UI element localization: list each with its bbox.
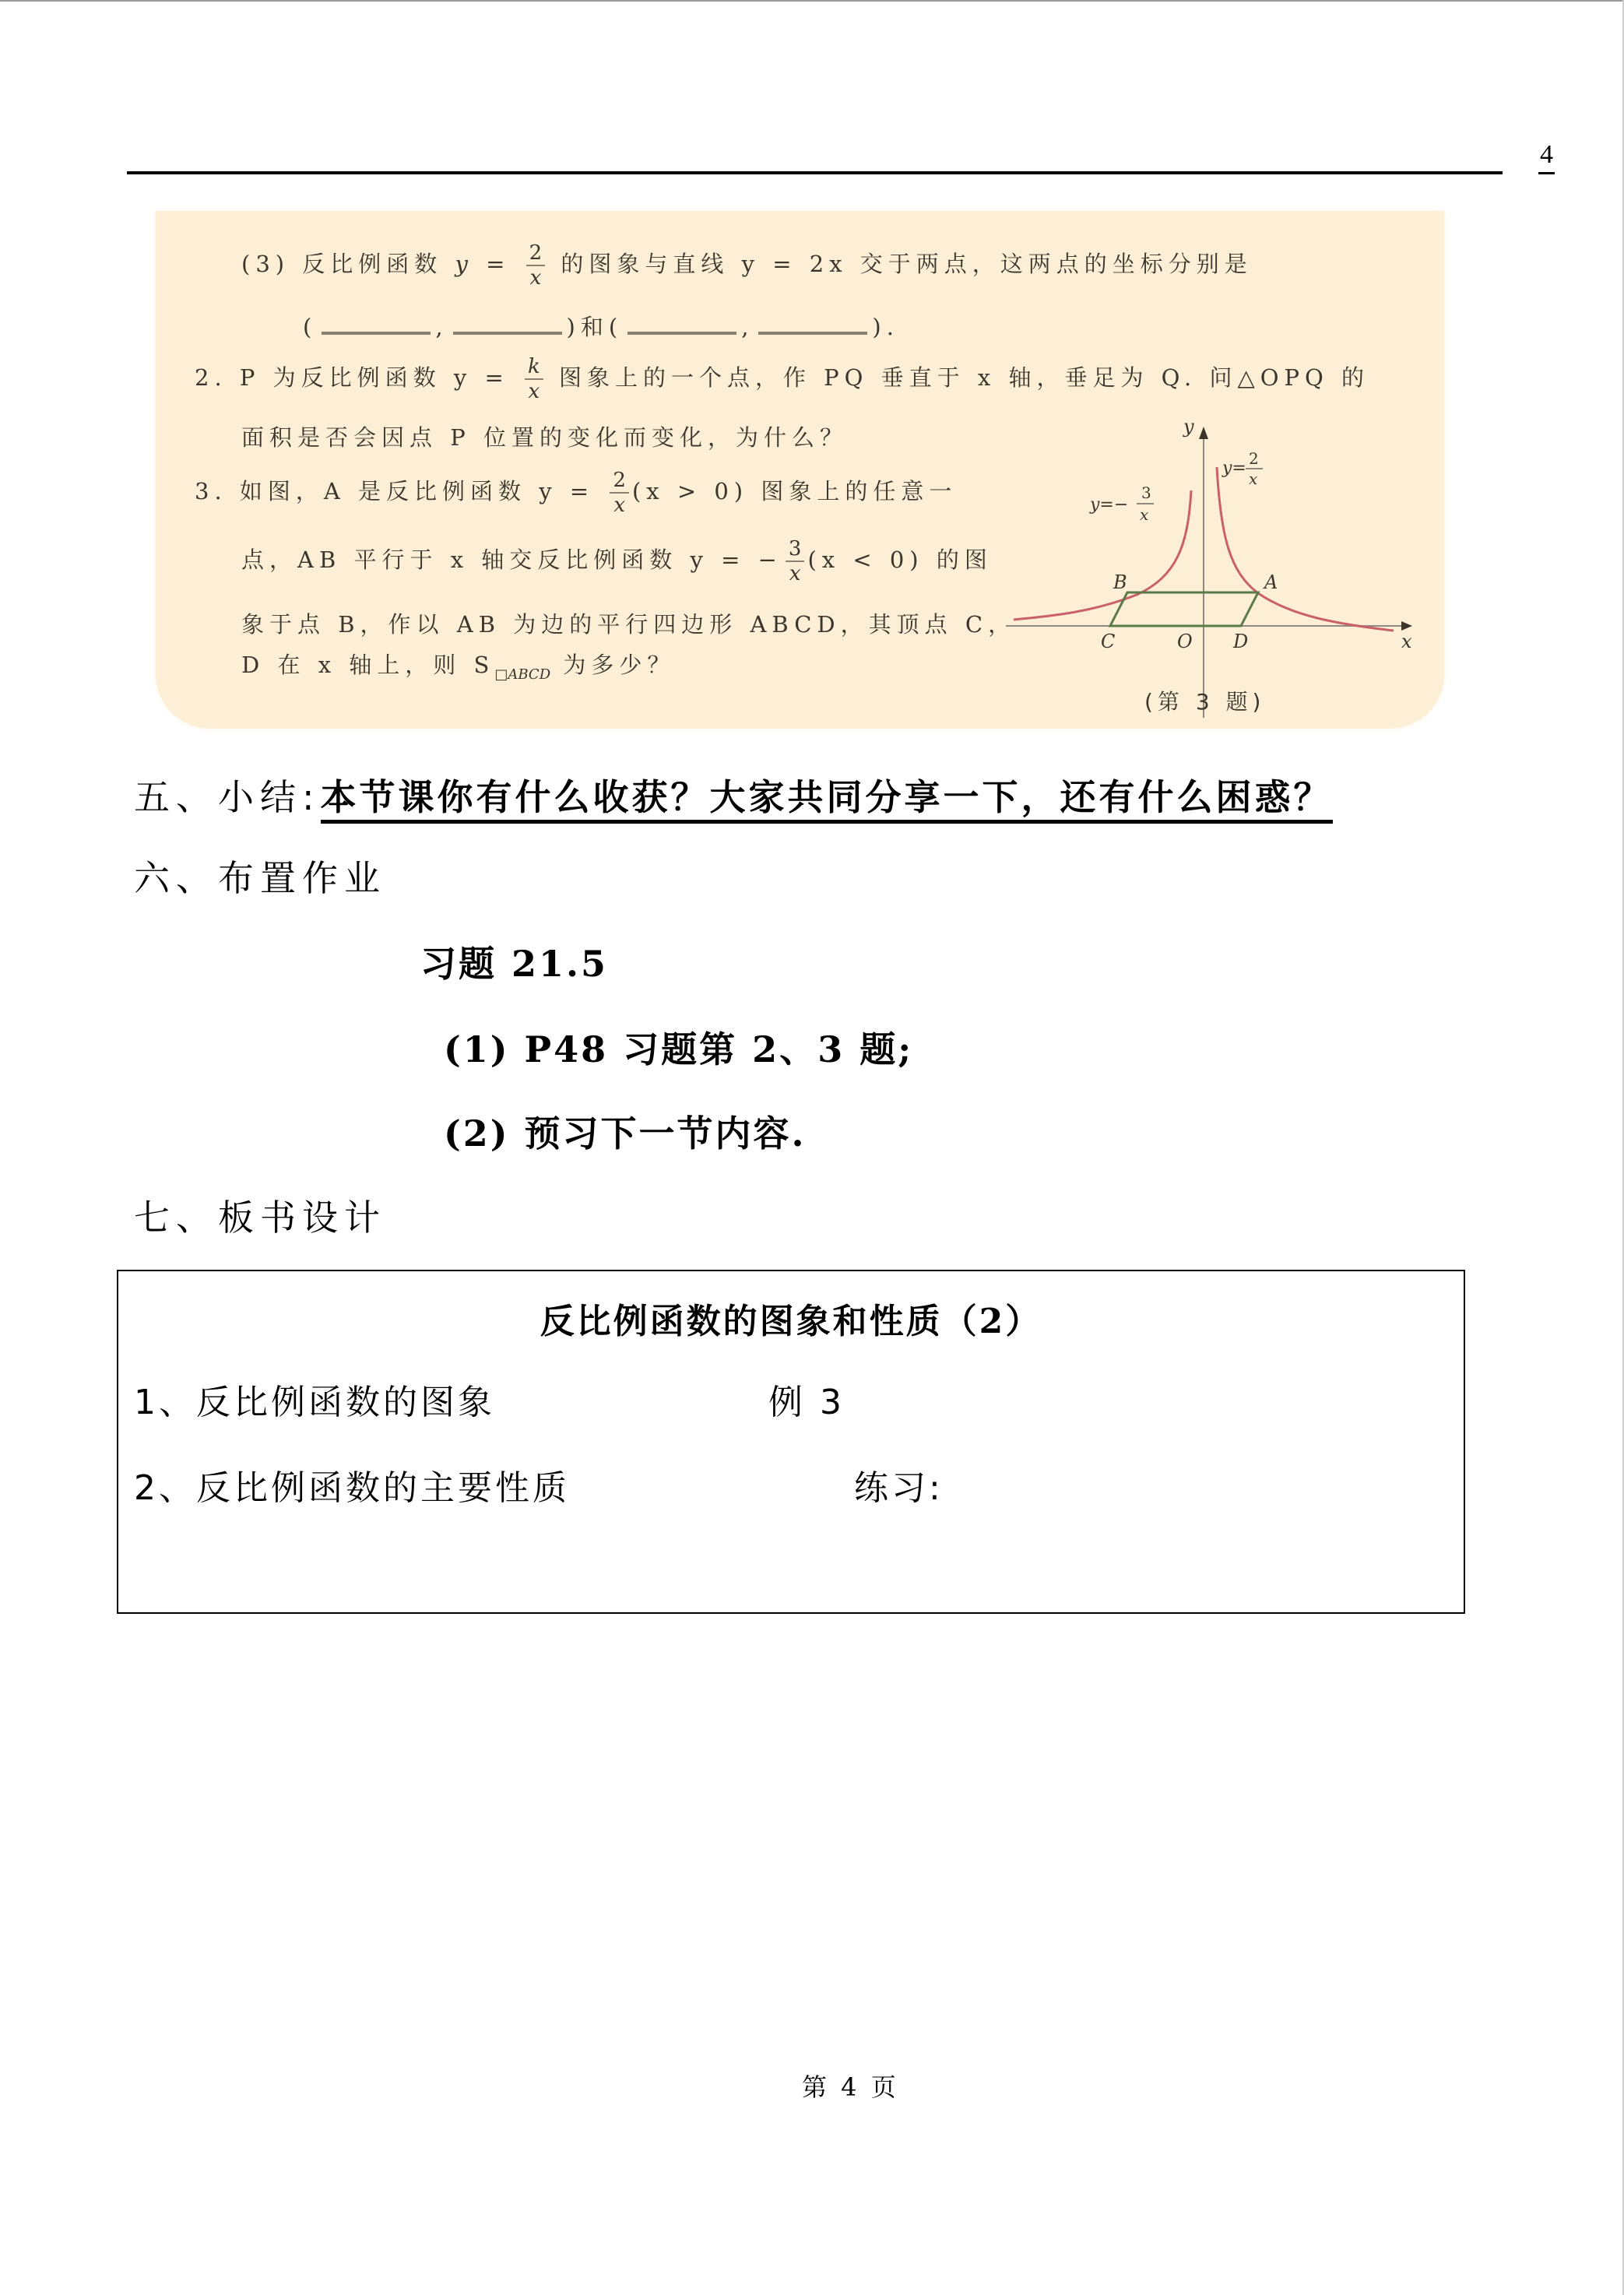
label-b: B [1113, 571, 1127, 593]
q3-l4-prefix: D 在 x 轴上，则 S [241, 652, 495, 678]
label-left-curve: y=− [1090, 495, 1129, 515]
q2-suffix: 图象上的一个点，作 PQ 垂直于 x 轴，垂足为 Q. 问△OPQ 的 [546, 364, 1370, 391]
paren-end: ). [872, 314, 899, 340]
homework-title: 习题 21.5 [420, 943, 609, 985]
header-page-number: 4 [1540, 140, 1553, 169]
homework-label: 六、布置作业 [134, 857, 386, 899]
label-right-den: x [1249, 469, 1258, 488]
frac-num: 3 [786, 539, 805, 562]
summary-label: 五、小结: [134, 776, 321, 818]
board-row2-left: 2、反比例函数的主要性质 [134, 1468, 570, 1508]
board-title: 反比例函数的图象和性质（2） [540, 1302, 1042, 1341]
board-design-box [117, 1270, 1465, 1614]
homework-item-1: (1) P48 习题第 2、3 题; [444, 1028, 914, 1070]
q13-suffix: 的图象与直线 y = 2x 交于两点，这两点的坐标分别是 [548, 251, 1253, 277]
frac-num: 2 [610, 470, 629, 494]
page-top-border [0, 0, 1624, 2]
label-a: A [1264, 571, 1278, 593]
comma: , [435, 314, 448, 340]
board-row2-right: 练习: [854, 1468, 944, 1508]
question-2 [195, 357, 1369, 402]
q3-l2-fraction [786, 539, 805, 584]
frac-den: x [528, 380, 540, 403]
q13-prefix: (3) 反比例函数 [241, 251, 455, 277]
and-text: )和( [566, 314, 624, 340]
q3-prefix: 3. 如图，A 是反比例函数 y = [195, 478, 607, 504]
frac-num: 2 [526, 243, 546, 266]
q13-fraction [526, 243, 546, 288]
q3-l2-suffix: (x < 0) 的图 [807, 547, 993, 573]
q13-y-eq: y = [455, 251, 523, 277]
area-subscript: □ABCD [494, 666, 551, 683]
label-o: O [1177, 631, 1193, 652]
answer-blank-3[interactable] [627, 311, 736, 335]
q3-fraction [610, 470, 629, 515]
frac-den: x [613, 494, 625, 517]
hyperbola-figure [997, 413, 1417, 724]
question-2-line2: 面积是否会因点 P 位置的变化而变化，为什么？ [241, 424, 848, 451]
q3-l4-suffix: 为多少？ [550, 652, 676, 678]
q3-suffix: (x > 0) 图象上的任意一 [631, 478, 958, 504]
summary-section [134, 769, 1333, 821]
label-d: D [1233, 631, 1249, 652]
label-left-num: 3 [1141, 483, 1151, 502]
y-axis-arrow-icon [1199, 427, 1208, 439]
header-page-number-rule [1538, 172, 1555, 174]
frac-num: k [525, 357, 543, 380]
q2-fraction [525, 357, 543, 402]
answer-blank-2[interactable] [453, 311, 562, 335]
homework-item-2: (2) 预习下一节内容. [444, 1112, 807, 1155]
q3-l2-prefix: 点，AB 平行于 x 轴交反比例函数 y = − [241, 547, 782, 573]
curve-y-2-over-x [1217, 467, 1394, 631]
answer-blank-1[interactable] [322, 311, 431, 335]
label-right-num: 2 [1249, 449, 1259, 468]
frac-den: x [529, 266, 542, 290]
question-3-line3: 象于点 B，作以 AB 为边的平行四边形 ABCD，其顶点 C， [241, 611, 1017, 638]
figure-caption: (第 3 题) [1144, 689, 1266, 715]
comma: , [741, 314, 754, 340]
question-3 [195, 470, 957, 515]
question-1-3-blanks [303, 310, 899, 342]
summary-question: 本节课你有什么收获？大家共同分享一下，还有什么困惑？ [321, 776, 1333, 824]
label-left-den: x [1140, 505, 1149, 524]
question-3-line2 [241, 539, 993, 584]
board-row1-left: 1、反比例函数的图象 [134, 1383, 495, 1422]
board-design-label: 七、板书设计 [134, 1197, 386, 1239]
frac-den: x [789, 562, 801, 585]
answer-blank-4[interactable] [758, 311, 867, 335]
paren: ( [303, 314, 318, 340]
label-c: C [1101, 631, 1116, 652]
label-y: y [1183, 416, 1194, 438]
label-right-curve: y= [1222, 459, 1246, 478]
board-row1-right: 例 3 [768, 1383, 845, 1422]
question-3-line4 [241, 648, 675, 683]
q2-prefix: 2. P 为反比例函数 y = [195, 364, 522, 391]
x-axis-arrow-icon [1401, 621, 1412, 631]
label-x: x [1401, 631, 1412, 652]
footer-page-label: 第 4 页 [802, 2072, 899, 2102]
header-rule [127, 171, 1503, 174]
question-1-3 [241, 243, 1253, 288]
